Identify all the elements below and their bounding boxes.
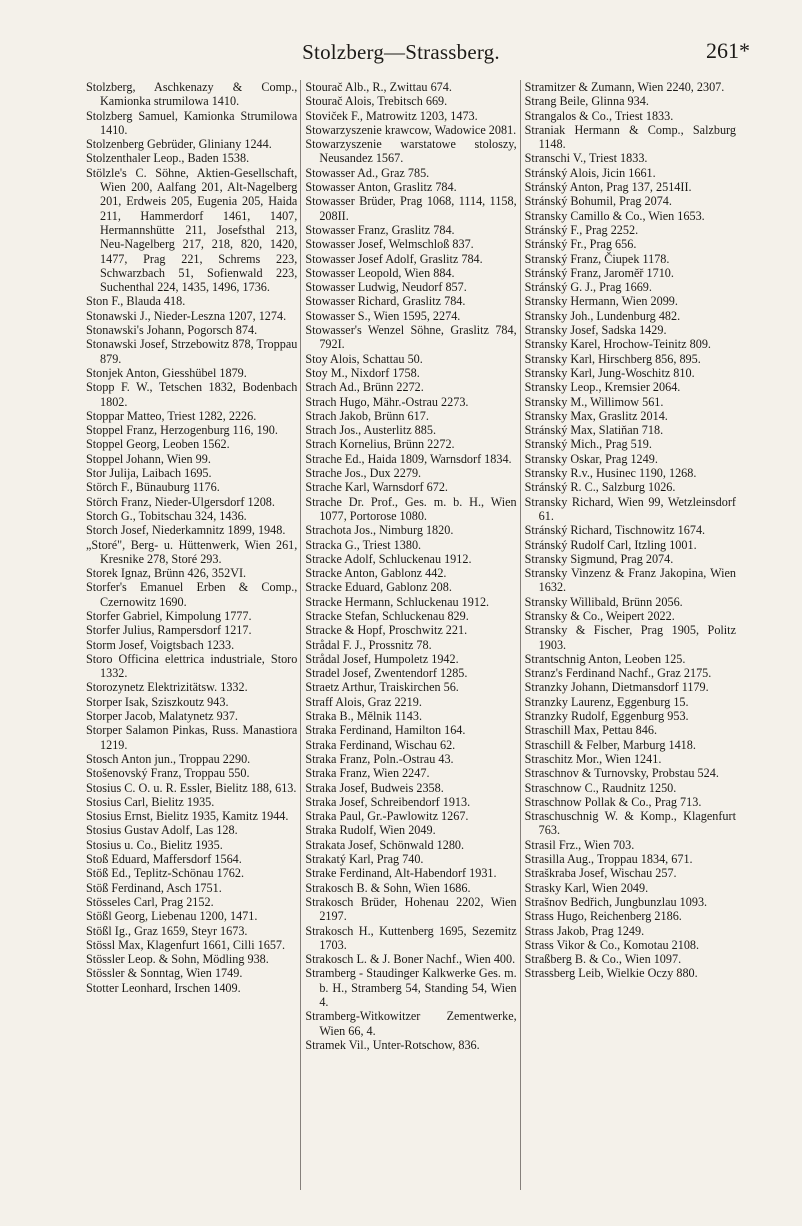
directory-entry: Stransky Karl, Hirschberg 856, 895. [524,351,701,366]
directory-entry: Storch Josef, Niederkamnitz 1899, 1948. [86,523,286,538]
directory-entry: Stracke Hermann, Schluckenau 1912. [305,594,490,609]
directory-entry: Stránský Richard, Tischnowitz 1674. [524,523,706,538]
directory-entry: Stránský Max, Slatiňan 718. [524,423,664,438]
directory-entry: Stosius u. Co., Bielitz 1935. [86,837,223,852]
directory-entry: Stransky R.v., Husinec 1190, 1268. [524,466,697,481]
directory-entry: Storch G., Tobitschau 324, 1436. [86,508,247,523]
directory-entry: Stowasser Anton, Graslitz 784. [305,180,457,195]
directory-entry: Stramitzer & Zumann, Wien 2240, 2307. [524,80,725,94]
directory-entry: Stracke Adolf, Schluckenau 1912. [305,551,472,566]
directory-entry: Stößl Ig., Graz 1659, Steyr 1673. [86,923,248,938]
directory-entry: Stránský Rudolf Carl, Itzling 1001. [524,537,697,552]
directory-entry: Stowasser Brüder, Prag 1068, 1114, 1158, 208II. [305,194,517,223]
directory-entry: Stourač Alb., R., Zwittau 674. [305,80,452,94]
column-middle [305,80,516,1190]
directory-entry: Stransky M., Willimow 561. [524,394,664,409]
directory-entry: Straschuschnig W. & Komp., Klagenfurt 763. [524,809,736,838]
directory-entry: Stranz's Ferdinand Nachf., Graz 2175. [524,666,712,681]
directory-entry: Strach Ad., Brünn 2272. [305,380,424,395]
directory-entry: Stourač Alois, Trebitsch 669. [305,94,448,109]
directory-entry: Strådal F. J., Prossnitz 78. [305,637,432,652]
directory-entry: Strasky Karl, Wien 2049. [524,880,649,895]
directory-entry: Stössler & Sonntag, Wien 1749. [86,966,243,981]
directory-entry: Stransky Joh., Lundenburg 482. [524,308,681,323]
directory-entry: Stranzky Rudolf, Eggenburg 953. [524,709,689,724]
directory-entry: Stransky Leop., Kremsier 2064. [524,380,681,395]
directory-entry: Stöß Ferdinand, Asch 1751. [86,880,222,895]
directory-entry: Straetz Arthur, Traiskirchen 56. [305,680,459,695]
directory-entry: Stránský Bohumil, Prag 2074. [524,194,672,209]
directory-entry: Strakosch L. & J. Boner Nachf., Wien 400. [305,952,516,967]
directory-entry: Straschnow Pollak & Co., Prag 713. [524,794,702,809]
directory-entry: Stransky Vinzenz & Franz Jakopina, Wien 1632. [524,566,736,595]
directory-entry: Stosius C. O. u. R. Essler, Bielitz 188, 613. [86,780,297,795]
directory-entry: Strache Karl, Warnsdorf 672. [305,480,448,495]
directory-entry: Storper Jacob, Malatynetz 937. [86,709,238,724]
directory-entry: Straff Alois, Graz 2219. [305,694,422,709]
directory-entry: Strache Ed., Haida 1809, Warnsdorf 1834. [305,451,512,466]
directory-entry: Stoß Eduard, Maffersdorf 1564. [86,852,242,867]
directory-entry: Stránský R. C., Salzburg 1026. [524,480,676,495]
directory-entry: Stösseles Carl, Prag 2152. [86,894,214,909]
directory-entry: Stowasser Richard, Graslitz 784. [305,294,466,309]
directory-entry: Storo Officina elettrica industriale, Storo 1332. [86,651,298,681]
directory-entry: Stotter Leonhard, Irschen 1409. [86,980,241,995]
directory-entry: Störch F., Bünauburg 1176. [86,480,220,495]
directory-entry: Straka Josef, Schreibendorf 1913. [305,794,471,809]
directory-entry: Stradel Josef, Zwentendorf 1285. [305,666,468,681]
directory-entry: Straschnow C., Raudnitz 1250. [524,780,677,795]
directory-entry: Stowasser Josef, Welmschloß 837. [305,237,474,252]
directory-entry: Stranzky Laurenz, Eggenburg 15. [524,694,689,709]
directory-entry: Stošenovský Franz, Troppau 550. [86,766,250,781]
directory-entry: Stranzky Johann, Dietmansdorf 1179. [524,680,709,695]
directory-entry: Stowarzyszenie warstatowe stoloszy, Neusandez 1567. [305,137,517,166]
directory-entry: „Storé", Berg- u. Hüttenwerk, Wien 261, Kresnike 278, Storé 293. [86,537,298,566]
directory-entry: Stransky Hermann, Wien 2099. [524,294,678,309]
directory-entry: Stransky & Fischer, Prag 1905, Politz 1903. [524,623,736,652]
directory-entry: Stowasser Leopold, Wien 884. [305,265,455,280]
directory-entry: Stracke Stefan, Schluckenau 829. [305,608,469,623]
directory-entry: Straniak Hermann & Comp., Salzburg 1148. [524,122,736,152]
directory-entry: Stránský G. J., Prag 1669. [524,280,652,295]
page-header [0,36,802,70]
directory-entry: Strasil Frz., Wien 703. [524,837,635,852]
directory-entry: Stolzberg, Aschkenazy & Comp., Kamionka strumilowa 1410. [86,80,298,109]
directory-entry: Stránský Fr., Prag 656. [524,237,637,252]
directory-entry: Stolzenthaler Leop., Baden 1538. [86,151,250,166]
directory-entry: Stonjek Anton, Giesshübel 1879. [86,365,247,380]
directory-entry: Strach Jos., Austerlitz 885. [305,423,436,438]
directory-entry: Stoppel Johann, Wien 99. [86,451,211,466]
directory-entry: Stowasser's Wenzel Söhne, Graslitz 784, 792I. [305,323,517,352]
directory-entry: Straškraba Josef, Wischau 257. [524,866,677,881]
directory-entry: Stransky Max, Graslitz 2014. [524,408,668,423]
directory-entry: Stowasser Franz, Graslitz 784. [305,222,455,237]
directory-entry: Strakosch H., Kuttenberg 1695, Sezemitz 1703. [305,923,517,952]
directory-entry: Stonawski J., Nieder-Leszna 1207, 1274. [86,308,287,323]
directory-entry: Störch Franz, Nieder-Ulgersdorf 1208. [86,494,275,509]
directory-entry: Stoppar Matteo, Triest 1282, 2226. [86,408,257,423]
directory-entry: Strašnov Bedřich, Jungbunzlau 1093. [524,894,708,909]
directory-entry: Strakatý Karl, Prag 740. [305,852,424,867]
column-right [525,80,736,1190]
directory-entry: Ston F., Blauda 418. [86,294,186,309]
directory-entry: Stránský Franz, Jaroměř 1710. [524,265,674,280]
directory-entry: Strass Jakob, Prag 1249. [524,923,645,938]
directory-entry: Stosius Ernst, Bielitz 1935, Kamitz 1944. [86,809,289,824]
directory-entry: Straschnov & Turnovsky, Probstau 524. [524,766,719,781]
directory-entry: Strakosch B. & Sohn, Wien 1686. [305,880,471,895]
directory-entry: Strake Ferdinand, Alt-Habendorf 1931. [305,866,497,881]
directory-entry: Stransky Oskar, Prag 1249. [524,451,658,466]
directory-entry: Stor Julija, Laibach 1695. [86,466,212,481]
directory-entry: Stolzenberg Gebrüder, Gliniany 1244. [86,137,272,152]
directory-entry: Strache Jos., Dux 2279. [305,466,422,481]
directory-entry: Stonawski Josef, Strzebowitz 878, Troppau 879. [86,337,298,366]
directory-entry: Straka Josef, Budweis 2358. [305,780,444,795]
directory-entry: Stowasser Ad., Graz 785. [305,165,430,180]
directory-entry: Strakata Josef, Schönwald 1280. [305,837,465,852]
page-number: 261* [706,38,750,63]
directory-entry: Strang Beile, Glinna 934. [524,94,649,109]
directory-entry: Stößl Georg, Liebenau 1200, 1471. [86,909,258,924]
directory-entry: Stransky Josef, Sadska 1429. [524,323,667,338]
directory-entry: Stowasser Josef Adolf, Graslitz 784. [305,251,483,266]
directory-entry: Stransky Karel, Hrochow-Teinitz 809. [524,337,711,352]
directory-entry: Stracke Eduard, Gablonz 208. [305,580,452,595]
directory-entry: Stosius Carl, Bielitz 1935. [86,794,215,809]
directory-entry: Strangalos & Co., Triest 1833. [524,108,674,123]
directory-entry: Stracke & Hopf, Proschwitz 221. [305,623,468,638]
directory-entry: Straka Franz, Poln.-Ostrau 43. [305,751,454,766]
directory-entry: Stracka G., Triest 1380. [305,537,422,552]
directory-entry: Storfer Julius, Rampersdorf 1217. [86,623,252,638]
directory-entry: Stracke Anton, Gablonz 442. [305,566,447,581]
directory-entry: Straschill Max, Pettau 846. [524,723,658,738]
directory-entry: Stransky Willibald, Brünn 2056. [524,594,683,609]
directory-entry: Stowasser S., Wien 1595, 2274. [305,308,461,323]
directory-entry: Storper Salamon Pinkas, Russ. Manastiora 1219. [86,723,298,752]
directory-entry: Straka Ferdinand, Wischau 62. [305,737,456,752]
directory-entry: Straka Rudolf, Wien 2049. [305,823,436,838]
directory-entry: Strantschnig Anton, Leoben 125. [524,651,686,666]
running-head: Stolzberg—Strassberg. [302,40,500,64]
directory-entry: Stopp F. W., Tetschen 1832, Bodenbach 1802. [86,380,298,409]
directory-entry: Stölzle's C. Söhne, Aktien-Gesellschaft, Wien 200, Aalfang 201, Alt-Nagelberg 201, Erdweis 205, Eugenia 205, Haida 211, Hammerdorf 1461, 1407, Hermannshütte 211, Josefsthal 213, Neu-Nagelberg 217, 218, 820, 1420, 1477, Prag 221, Schrems 223, Schwarzbach 51, Sofienwald 223, Suchenthal 224, 1435, 1496, 1736. [86,165,298,295]
directory-entry: Stoviček F., Matrowitz 1203, 1473. [305,108,478,123]
directory-entry: Strachota Jos., Nimburg 1820. [305,523,454,538]
directory-entry: Stoy M., Nixdorf 1758. [305,365,420,380]
directory-entry: Stosch Anton jun., Troppau 2290. [86,751,251,766]
directory-entry: Storozynetz Elektrizitätsw. 1332. [86,680,248,695]
directory-entry: Stowasser Ludwig, Neudorf 857. [305,280,467,295]
directory-entry: Straka Ferdinand, Hamilton 164. [305,723,466,738]
directory-entry: Stransky Camillo & Co., Wien 1653. [524,208,705,223]
directory-entry: Stránský Anton, Prag 137, 2514II. [524,180,692,195]
directory-entry: Stranský Mich., Prag 519. [524,437,652,452]
directory-entry: Strasilla Aug., Troppau 1834, 671. [524,852,693,867]
directory-entry: Strache Dr. Prof., Ges. m. b. H., Wien 1077, Portorose 1080. [305,494,517,523]
directory-entry: Stonawski's Johann, Pogorsch 874. [86,323,258,338]
directory-entry: Strach Kornelius, Brünn 2272. [305,437,455,452]
directory-entry: Stössler Leop. & Sohn, Mödling 938. [86,952,269,967]
directory-entry: Stosius Gustav Adolf, Las 128. [86,823,238,838]
directory-entry: Stolzberg Samuel, Kamionka Strumilowa 1410. [86,108,298,137]
directory-entry: Stoy Alois, Schattau 50. [305,351,423,366]
directory-entry: Straka Paul, Gr.-Pawlowitz 1267. [305,809,469,824]
directory-entry: Storek Ignaz, Brünn 426, 352VI. [86,566,247,581]
directory-entry: Stránský Alois, Jicin 1661. [524,165,656,180]
entry-columns [86,80,736,1190]
directory-entry: Strach Jakob, Brünn 617. [305,408,429,423]
directory-entry: Stránský F., Prag 2252. [524,222,639,237]
directory-entry: Stoppel Georg, Leoben 1562. [86,437,230,452]
directory-entry: Strådal Josef, Humpoletz 1942. [305,651,459,666]
directory-entry: Stoppel Franz, Herzogenburg 116, 190. [86,423,278,438]
directory-entry: Straka B., Mělnik 1143. [305,709,423,724]
directory-entry: Straschitz Mor., Wien 1241. [524,751,662,766]
directory-entry: Stössl Max, Klagenfurt 1661, Cilli 1657. [86,937,286,952]
directory-entry: Stranský Franz, Čiupek 1178. [524,251,670,266]
directory-entry: Stransky Karl, Jung-Woschitz 810. [524,365,695,380]
directory-entry: Storfer's Emanuel Erben & Comp., Czernowitz 1690. [86,580,298,609]
directory-entry: Stöß Ed., Teplitz-Schönau 1762. [86,866,245,881]
directory-entry: Strass Vikor & Co., Komotau 2108. [524,937,700,952]
directory-entry: Strach Hugo, Mähr.-Ostrau 2273. [305,394,469,409]
directory-entry: Strassberg Leib, Wielkie Oczy 880. [524,966,698,981]
directory-entry: Storm Josef, Voigtsbach 1233. [86,637,235,652]
directory-entry: Stramek Vil., Unter-Rotschow, 836. [305,1037,480,1052]
directory-entry: Stramberg-Witkowitzer Zementwerke, Wien 66, 4. [305,1009,517,1038]
directory-entry: Stransky & Co., Weipert 2022. [524,608,675,623]
directory-entry: Stransky Richard, Wien 99, Wetzleinsdorf 61. [524,494,736,523]
directory-entry: Strass Hugo, Reichenberg 2186. [524,909,682,924]
directory-entry: Stransky Sigmund, Prag 2074. [524,551,674,566]
directory-entry: Straßberg B. & Co., Wien 1097. [524,952,682,967]
directory-entry: Stramberg - Staudinger Kalkwerke Ges. m. b. H., Stramberg 54, Standing 54, Wien 4. [305,966,517,1009]
directory-entry: Straschill & Felber, Marburg 1418. [524,737,696,752]
directory-entry: Stranschi V., Triest 1833. [524,151,648,166]
directory-entry: Strakosch Brüder, Hohenau 2202, Wien 2197. [305,894,517,924]
directory-entry: Stowarzyszenie krawcow, Wadowice 2081. [305,122,517,137]
column-left [86,80,297,1190]
directory-entry: Storper Isak, Sziszkoutz 943. [86,694,229,709]
directory-entry: Storfer Gabriel, Kimpolung 1777. [86,608,252,623]
directory-entry: Straka Franz, Wien 2247. [305,766,430,781]
